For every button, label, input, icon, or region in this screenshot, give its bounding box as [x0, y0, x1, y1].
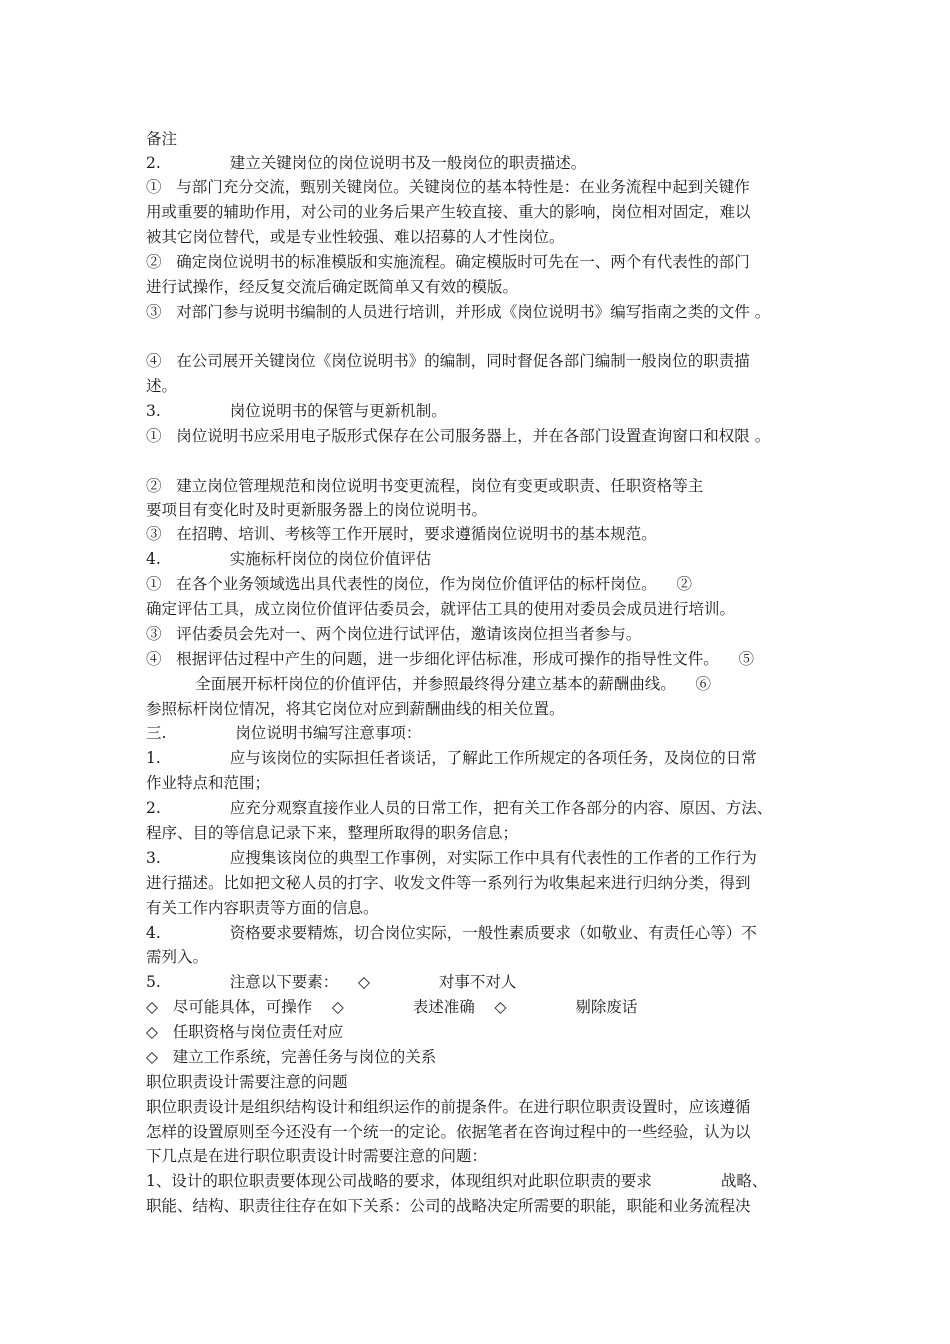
paragraph-line: ④ 根据评估过程中产生的问题，进一步细化评估标准，形成可操作的指导性文件。 ⑤ [146, 650, 754, 668]
paragraph-line: ③ 评估委员会先对一、两个岗位进行试评估，邀请该岗位担当者参与。 [146, 625, 642, 643]
paragraph-line: 2. 应充分观察直接作业人员的日常工作，把有关工作各部分的内容、原因、方法、 [146, 799, 773, 817]
paragraph-line: 被其它岗位替代，或是专业性较强、难以招募的人才性岗位。 [146, 228, 565, 246]
paragraph-line: ② 建立岗位管理规范和岗位说明书变更流程，岗位有变更或职责、任职资格等主 [146, 477, 704, 495]
paragraph-line: ◇ 任职资格与岗位责任对应 [146, 1023, 344, 1041]
paragraph-line: 用或重要的辅助作用，对公司的业务后果产生较直接、重大的影响，岗位相对固定，难以 [146, 203, 751, 221]
paragraph-line: 程序、目的等信息记录下来，整理所取得的职务信息； [146, 824, 519, 842]
section-3-title: 3. 岗位说明书的保管与更新机制。 [146, 402, 447, 420]
section-2-title: 2. 建立关键岗位的岗位说明书及一般岗位的职责描述。 [146, 154, 587, 172]
paragraph-line: 全面展开标杆岗位的价值评估，并参照最终得分建立基本的薪酬曲线。 ⑥ [146, 675, 711, 693]
section-4-title: 4. 实施标杆岗位的岗位价值评估 [146, 550, 432, 568]
paragraph-line: 述。 [146, 377, 178, 395]
paragraph-line: 4. 资格要求要精炼，切合岗位实际，一般性素质要求（如敬业、有责任心等）不 [146, 924, 757, 942]
section-three-title: 三. 岗位说明书编写注意事项： [146, 724, 422, 742]
paragraph-line: ◇ 尽可能具体，可操作 ◇ 表述准确 ◇ 剔除废话 [146, 998, 638, 1016]
paragraph-line: ③ 在招聘、培训、考核等工作开展时，要求遵循岗位说明书的基本规范。 [146, 525, 657, 543]
heading-remark: 备注 [146, 130, 178, 148]
paragraph-line: 进行描述。比如把文秘人员的打字、收发文件等一系列行为收集起来进行归纳分类，得到 [146, 874, 751, 892]
paragraph-line: 有关工作内容职责等方面的信息。 [146, 899, 379, 917]
paragraph-line: 1. 应与该岗位的实际担任者谈话，了解此工作所规定的各项任务，及岗位的日常 [146, 749, 757, 767]
paragraph-line: 需列入。 [146, 948, 209, 966]
paragraph-line: 职位职责设计是组织结构设计和组织运作的前提条件。在进行职位职责设置时，应该遵循 [146, 1098, 751, 1116]
paragraph-line: ◇ 建立工作系统，完善任务与岗位的关系 [146, 1048, 437, 1066]
paragraph-line: 怎样的设置原则至今还没有一个统一的定论。依据笔者在咨询过程中的一些经验，认为以 [146, 1123, 751, 1141]
paragraph-line: 进行试操作，经反复交流后确定既简单又有效的模版。 [146, 278, 519, 296]
section-heading-duty-design: 职位职责设计需要注意的问题 [146, 1073, 348, 1091]
paragraph-line: ① 在各个业务领域选出具代表性的岗位，作为岗位价值评估的标杆岗位。 ② [146, 575, 692, 593]
paragraph-line: 参照标杆岗位情况，将其它岗位对应到薪酬曲线的相关位置。 [146, 700, 565, 718]
paragraph-line: 下几点是在进行职位职责设计时需要注意的问题： [146, 1147, 488, 1165]
paragraph-line: 确定评估工具，成立岗位价值评估委员会，就评估工具的使用对委员会成员进行培训。 [146, 600, 736, 618]
paragraph-line: 5. 注意以下要素： ◇ 对事不对人 [146, 973, 517, 991]
paragraph-line: ② 确定岗位说明书的标准模版和实施流程。确定模版时可先在一、两个有代表性的部门 [146, 253, 750, 271]
paragraph-line: 职能、结构、职责往往存在如下关系：公司的战略决定所需要的职能，职能和业务流程决 [146, 1197, 751, 1215]
paragraph-line: ④ 在公司展开关键岗位《岗位说明书》的编制，同时督促各部门编制一般岗位的职责描 [146, 352, 750, 370]
paragraph-line: 1、设计的职位职责要体现公司战略的要求，体现组织对此职位职责的要求 战略、 [146, 1172, 768, 1190]
paragraph-line: ① 岗位说明书应采用电子版形式保存在公司服务器上，并在各部门设置查询窗口和权限 。 [146, 427, 771, 445]
paragraph-line: 3. 应搜集该岗位的典型工作事例，对实际工作中具有代表性的工作者的工作行为 [146, 849, 757, 867]
paragraph-line: 要项目有变化时及时更新服务器上的岗位说明书。 [146, 501, 488, 519]
paragraph-line: ① 与部门充分交流，甄别关键岗位。关键岗位的基本特性是：在业务流程中起到关键作 [146, 178, 750, 196]
paragraph-line: ③ 对部门参与说明书编制的人员进行培训，并形成《岗位说明书》编写指南之类的文件 。 [146, 303, 771, 321]
paragraph-line: 作业特点和范围； [146, 774, 271, 792]
